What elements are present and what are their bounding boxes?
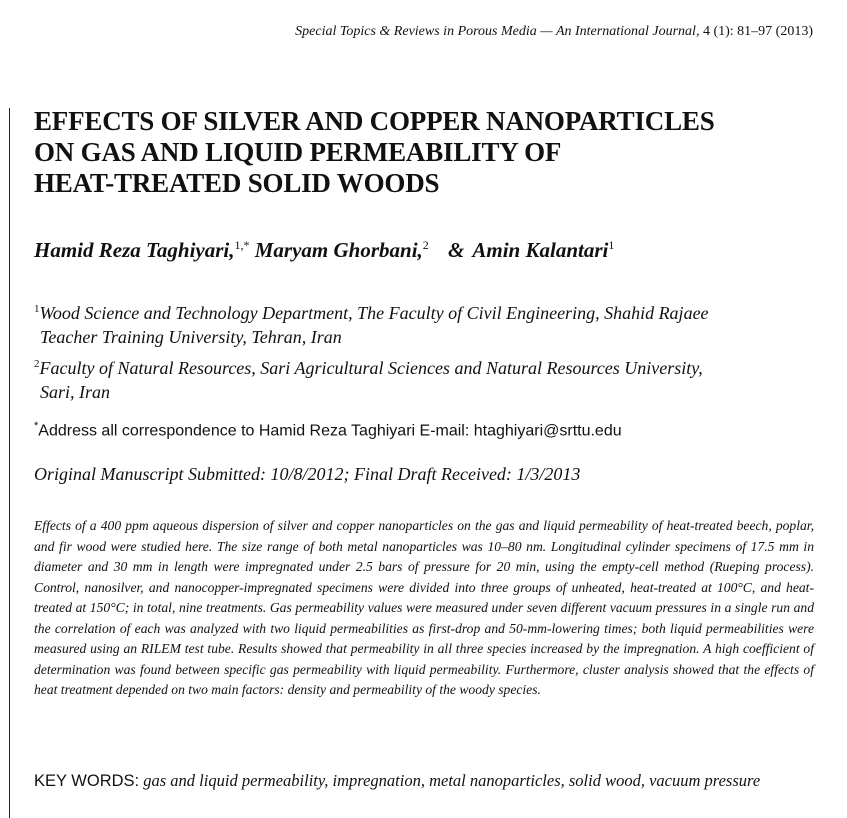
- author-2-marker: 2: [422, 238, 429, 252]
- title-line-3: HEAT-TREATED SOLID WOODS: [34, 168, 440, 198]
- keywords: [34, 770, 814, 792]
- affiliation-2: [34, 352, 814, 404]
- correspondence-note: [34, 420, 622, 440]
- affiliation-2-marker: 2: [34, 358, 40, 370]
- paper-title: [34, 106, 824, 199]
- affiliation-1: [34, 297, 814, 349]
- journal-header: [295, 24, 813, 40]
- author-3: Amin Kalantari: [472, 238, 609, 262]
- keywords-text: gas and liquid permeability, impregnation, metal nanoparticles, solid wood, vacuum pressure: [143, 771, 761, 790]
- affiliation-1-marker: 1: [34, 303, 40, 315]
- keywords-label: KEY WORDS:: [34, 772, 140, 790]
- author-1: Hamid Reza Taghiyari,: [34, 238, 235, 262]
- affiliation-2-line-2: Sari, Iran: [40, 382, 111, 402]
- title-line-1: EFFECTS OF SILVER AND COPPER NANOPARTICLES: [34, 106, 715, 136]
- margin-rule: [9, 108, 10, 818]
- author-list: [34, 238, 614, 263]
- journal-name: Special Topics & Reviews in Porous Media — An International Journal,: [295, 24, 703, 39]
- correspondence-text: Address all correspondence to Hamid Reza Taghiyari E-mail: htaghiyari@srttu.edu: [38, 422, 622, 440]
- correspondence-marker: *: [34, 420, 39, 432]
- author-ampersand: &: [448, 238, 465, 262]
- author-1-marker: 1,*: [234, 238, 250, 252]
- author-3-marker: 1: [608, 238, 615, 252]
- title-line-2: ON GAS AND LIQUID PERMEABILITY OF: [34, 137, 562, 167]
- journal-citation: 4 (1): 81–97 (2013): [702, 24, 813, 39]
- affiliation-1-line-2: Teacher Training University, Tehran, Iran: [40, 327, 342, 347]
- affiliation-2-line-1: Faculty of Natural Resources, Sari Agricultural Sciences and Natural Resources University,: [39, 358, 703, 378]
- affiliation-1-line-1: Wood Science and Technology Department, The Faculty of Civil Engineering, Shahid Rajaee: [39, 303, 709, 323]
- author-2: Maryam Ghorbani,: [254, 238, 423, 262]
- manuscript-dates: Original Manuscript Submitted: 10/8/2012; Final Draft Received: 1/3/2013: [34, 464, 581, 484]
- abstract: Effects of a 400 ppm aqueous dispersion of silver and copper nanoparticles on the gas and liquid permeability of heat-treated beech, poplar, and fir wood were studied here. The size range of both metal nanoparticles was 10–80 nm. Longitudinal cylinder specimens of 17.5 mm in diameter and 30 mm in length were impregnated under 2.5 bars of pressure for 20 min, using the empty-cell method (Rueping process). Control, nanosilver, and nanocopper-impregnated specimens were divided into three groups of unheated, heat-treated at 100°C, and heat-treated at 150°C; in total, nine treatments. Gas permeability values were measured under seven different vacuum pressures in a single run and the correlation of each was analyzed with two liquid permeabilities as first-drop and 50-mm-lowering times; both liquid permeabilities were measured using an RILEM test tube. Results showed that permeability in all three species increased by the impregnation. A high coefficient of determination was found between specific gas permeability with liquid permeability. Furthermore, cluster analysis showed that the effects of heat treatment depended on two main factors: density and permeability of the woody species.: [34, 518, 814, 697]
